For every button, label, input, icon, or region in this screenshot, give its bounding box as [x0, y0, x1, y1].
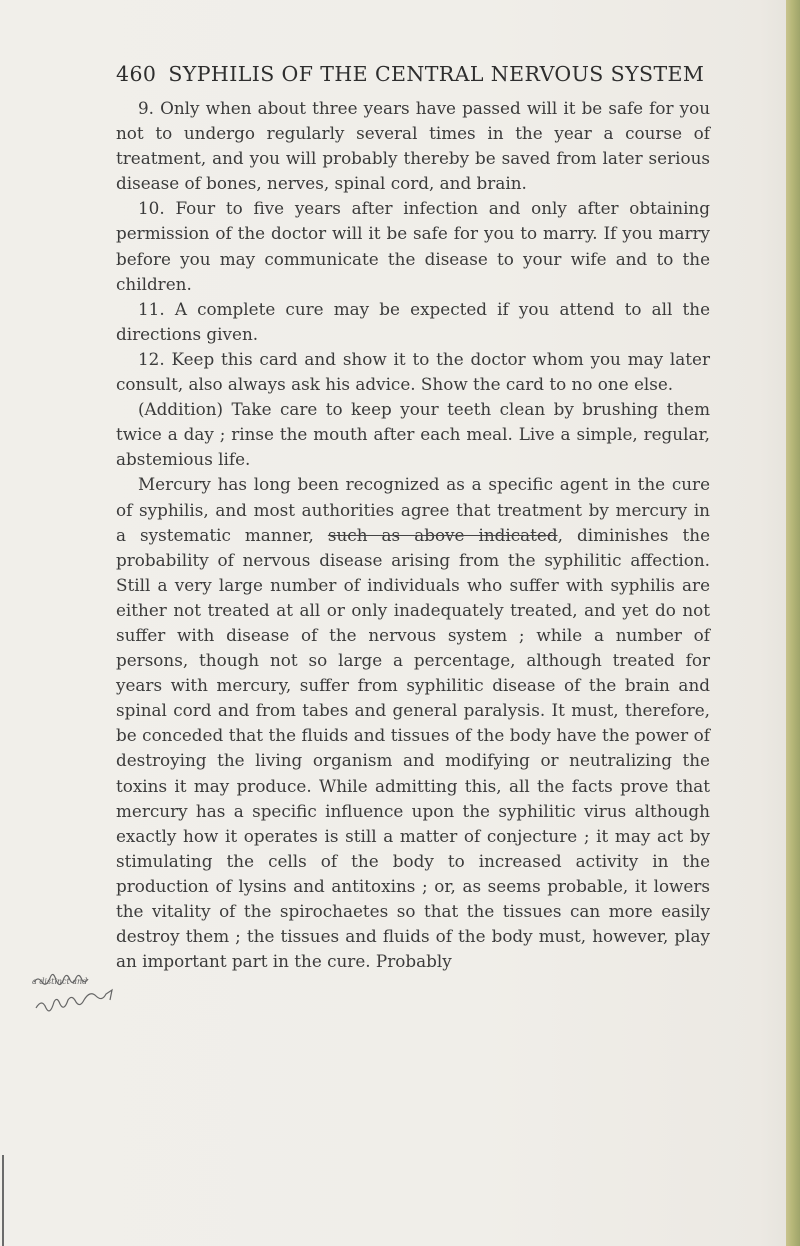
running-head [116, 62, 704, 86]
mercury-text-a: Mercury has long been recognized as a specific agent in the cure of syphilis, and most authorities agree that treatment by mercury in a systematic manner, [116, 474, 710, 545]
page-edge [786, 0, 800, 1246]
struck-text: such as above indicated [327, 524, 558, 545]
paragraph-9: 9. Only when about three years have passed will it be safe for you not to undergo regularly several times in the year a course of treatment, and you will probably thereby be saved from later serious disease of bones, nerves, spinal cord, and brain. [116, 98, 710, 194]
handwritten-margin-note [30, 960, 130, 1020]
page-number: 460 [116, 62, 157, 86]
mercury-text-b: , diminishes the probability of nervous disease arising from the syphilitic affection. Still a very large number of individuals who suffer with syphilis are either not treated at all or only inadequately treated, and yet do not suffer with disease of the nervous system ; while a number of persons, though not so large a percentage, although treated for years with mercury, suffer from syphilitic disease of the brain and spinal cord and from tabes and general paralysis. It must, therefore, be conceded that the fluids and tissues of the body have the power of destroying the living organism and modifying or neutralizing the toxins it may produce. While admitting this, all the facts prove that mercury has a specific influence upon the syphilitic virus although exactly how it operates is still a matter of conjecture ; it may act by stimulating the cells of the body to increased activity in the production of lysins and antitoxins ; or, as seems probable, it lowers the vitality of the spirochaetes so that the tissues can more easily destroy them ; the tissues and fluids of the body must, however, play an important part in the cure. Probably [116, 524, 710, 972]
paragraph-10: 10. Four to five years after infection and only after obtaining permission of the doctor will it be safe for you to marry. If you marry before you may communicate the disease to your wife and to the children. [116, 198, 710, 294]
paragraph-11: 11. A complete cure may be expected if you attend to all the directions given. [116, 298, 710, 344]
body-text [116, 96, 710, 974]
paragraph-mercury [116, 472, 710, 974]
paragraph-addition: (Addition) Take care to keep your teeth clean by brushing them twice a day ; rinse the mouth after each meal. Live a simple, regular, abstemious life. [116, 399, 710, 470]
gutter-mark [2, 1155, 4, 1246]
paragraph-12: 12. Keep this card and show it to the doctor whom you may later consult, also always ask his advice. Show the card to no one else. [116, 348, 710, 395]
margin-note-label: a distinct and [32, 977, 88, 986]
page-title: SYPHILIS OF THE CENTRAL NERVOUS SYSTEM [168, 62, 705, 86]
